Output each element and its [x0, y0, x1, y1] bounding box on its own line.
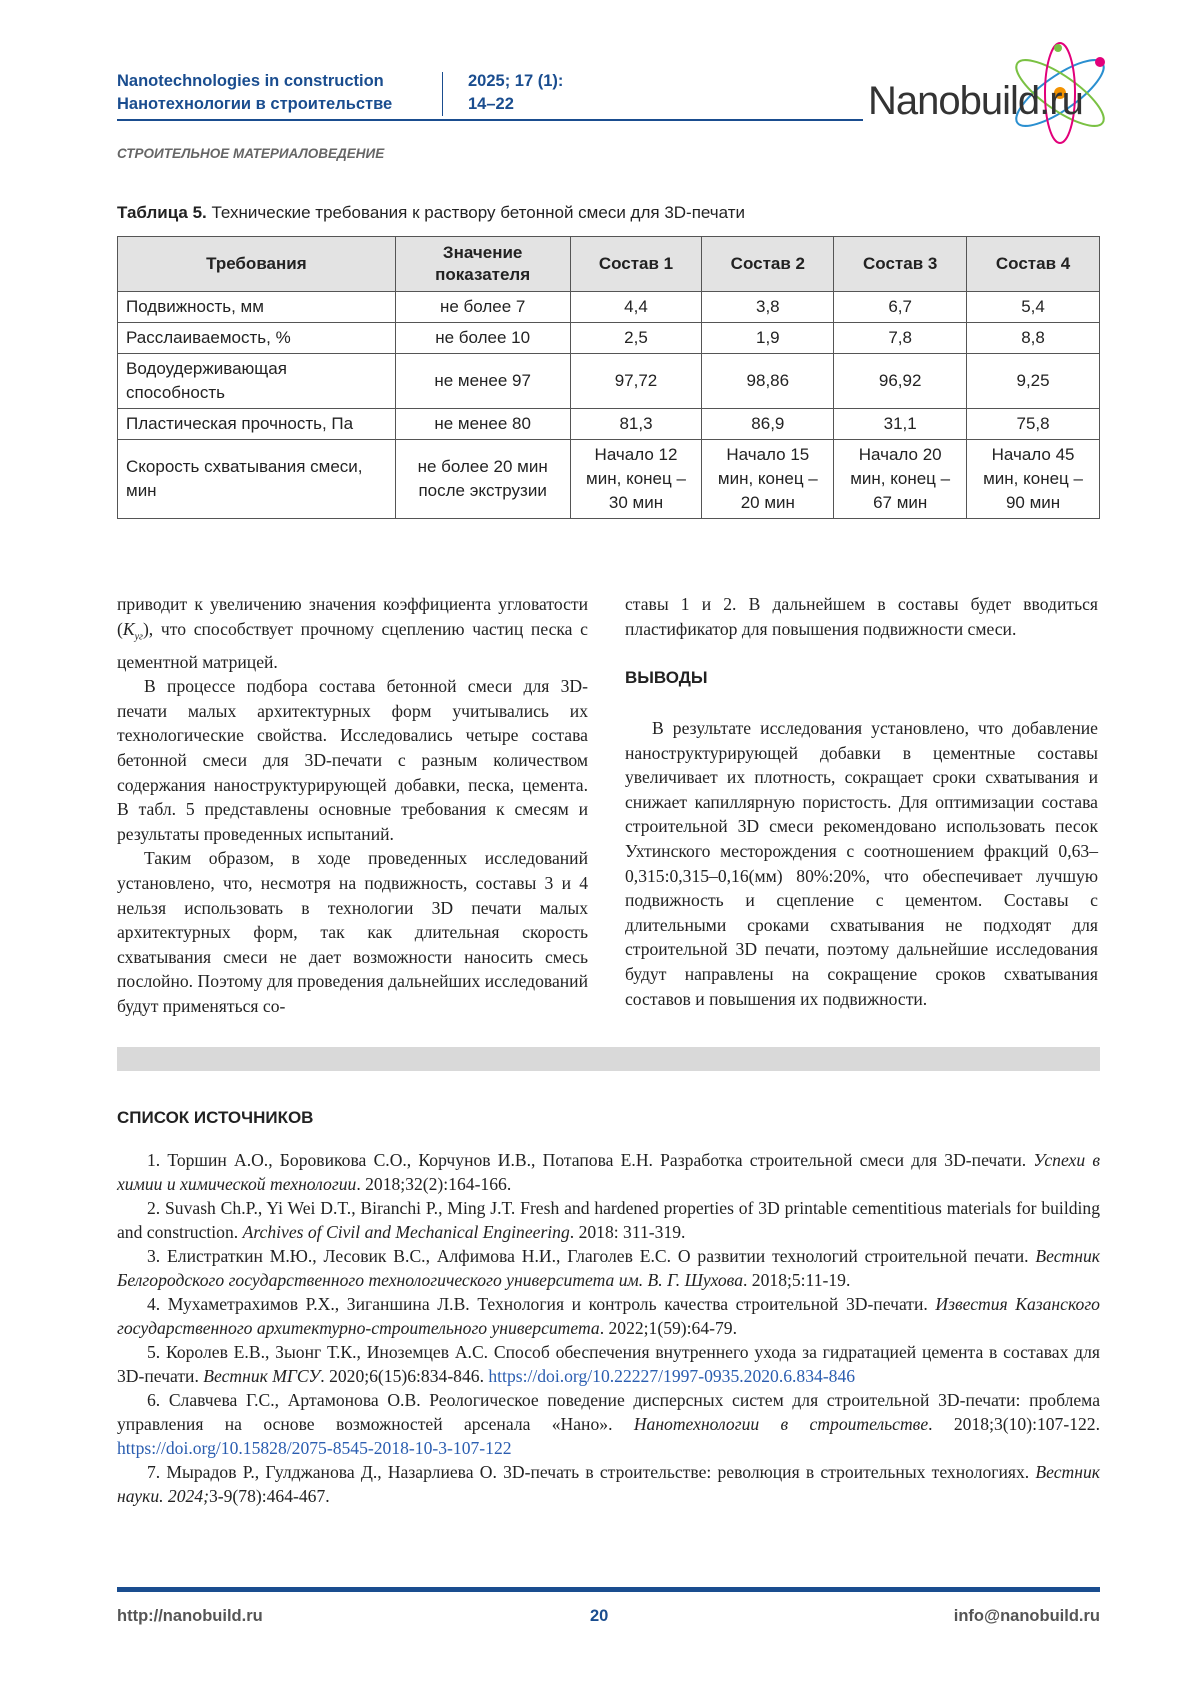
table-row	[118, 292, 1100, 323]
references-heading: СПИСОК ИСТОЧНИКОВ	[117, 1108, 314, 1127]
table-header-cell: Значение показателя	[395, 237, 570, 292]
issue-number: 2025; 17 (1):	[468, 72, 564, 90]
journal-title-ru: Нанотехнологии в строительстве	[117, 95, 393, 113]
doi-link[interactable]: https://doi.org/10.15828/2075-8545-2018-10-3-107-122	[117, 1438, 512, 1458]
table-cell: 5,4	[967, 292, 1100, 323]
table-cell: 81,3	[570, 409, 702, 440]
table-caption	[117, 203, 745, 223]
body-paragraph: Таким образом, в ходе проведенных исследований установлено, что, несмотря на подвижность, составы 3 и 4 нельзя использовать в технологии 3D печати малых архитектурных форм, так как длительная скорость схватывания смеси не дает возможности наносить смесь послойно. Поэтому для проведения дальнейших исследований будут применяться со-	[117, 848, 588, 1017]
table-cell: 1,9	[702, 323, 834, 354]
reference-item: 3. Елистраткин М.Ю., Лесовик В.С., Алфимова Н.И., Глаголев Е.С. О развитии технологий строительной печати. Вестник Белгородского государственного технологического университета им. В. Г. Шухова. 2018;5:11-19.	[117, 1246, 1100, 1290]
table-header-cell: Состав 3	[834, 237, 967, 292]
footer-url[interactable]: http://nanobuild.ru	[117, 1607, 263, 1625]
table-cell: не более 10	[395, 323, 570, 354]
table-cell: Пластическая прочность, Па	[118, 409, 396, 440]
table-header-cell: Состав 2	[702, 237, 834, 292]
table-cell: 6,7	[834, 292, 967, 323]
body-right-column	[625, 592, 1098, 641]
table-cell: не более 7	[395, 292, 570, 323]
table-cell: 8,8	[967, 323, 1100, 354]
table-cell: 96,92	[834, 354, 967, 409]
table-cell: 4,4	[570, 292, 702, 323]
table-cell: 9,25	[967, 354, 1100, 409]
doi-link[interactable]: https://doi.org/10.22227/1997-0935.2020.6.834-846	[488, 1366, 856, 1386]
table-cell: не более 20 мин после экструзии	[395, 440, 570, 519]
conclusions-heading: ВЫВОДЫ	[625, 668, 708, 687]
table-row	[118, 354, 1100, 409]
reference-item: 5. Королев Е.В., Зыонг Т.К., Иноземцев А.С. Способ обеспечения внутреннего ухода за гидратацией цемента в составах для 3D-печати. Вестник МГСУ. 2020;6(15)6:834-846. https://doi.org/10.22227/1997-0935.2020.6.834-846	[117, 1342, 1100, 1386]
table-cell: не менее 97	[395, 354, 570, 409]
journal-title-en: Nanotechnologies in construction	[117, 72, 384, 90]
header-separator	[442, 72, 443, 116]
table-cell: 7,8	[834, 323, 967, 354]
table-header-cell: Состав 4	[967, 237, 1100, 292]
table-header-cell: Требования	[118, 237, 396, 292]
table-cell: Начало 45 мин, конец – 90 мин	[967, 440, 1100, 519]
page-number: 20	[590, 1607, 609, 1625]
reference-item: 7. Мырадов Р., Гулджанова Д., Назарлиева О. 3D-печать в строительстве: революция в строительных технологиях. Вестник науки. 2024;3-9(78):464-467.	[117, 1462, 1100, 1506]
table-row	[118, 409, 1100, 440]
journal-title	[117, 70, 392, 116]
conclusions-paragraph: В результате исследования установлено, что добавление наноструктурирующей добавки в цементные составы увеличивает их плотность, сокращает сроки схватывания и снижает капиллярную пористость. Для оптимизации состава строительной 3D смеси рекомендовано использовать песок Ухтинского месторождения с соотношением фракций 0,63–0,315:0,315–0,16(мм) 80%:20%, что обеспечивает лучшую подвижность и сцепление с цементом. Составы с длительными сроками схватывания не подходят для строительной 3D печати, поэтому дальнейшие исследования будут направлены на сокращение сроков схватывания составов и повышения их подвижности.	[625, 718, 1098, 1009]
table-cell: 86,9	[702, 409, 834, 440]
logo-text: Nanobuild.ru	[868, 79, 1083, 123]
body-paragraph: приводит к увеличению значения коэффициента угловатости $(K_{уг})$, что способствует прочному сцеплению частиц песка с цементной матрицей.	[117, 594, 588, 672]
table-cell: Начало 12 мин, конец – 30 мин	[570, 440, 702, 519]
table-header-cell: Состав 1	[570, 237, 702, 292]
table-row	[118, 440, 1100, 519]
k-symbol: K	[122, 618, 135, 639]
section-title: СТРОИТЕЛЬНОЕ МАТЕРИАЛОВЕДЕНИЕ	[117, 146, 385, 161]
table-caption-text: Технические требования к раствору бетонной смеси для 3D-печати	[206, 203, 746, 222]
header-rule	[117, 119, 863, 121]
requirements-table	[117, 236, 1100, 519]
table-cell: Водоудерживающая способность	[118, 354, 396, 409]
section-divider	[117, 1047, 1100, 1071]
table-cell: 3,8	[702, 292, 834, 323]
table-cell: не менее 80	[395, 409, 570, 440]
table-caption-label: Таблица 5.	[117, 203, 207, 222]
k-subscript: уг	[134, 631, 143, 643]
table-cell: 75,8	[967, 409, 1100, 440]
footer-rule	[117, 1587, 1100, 1592]
table-cell: 31,1	[834, 409, 967, 440]
table-cell: 2,5	[570, 323, 702, 354]
body-paragraph: ставы 1 и 2. В дальнейшем в составы будет вводиться пластификатор для повышения подвижности смеси.	[625, 594, 1098, 639]
table-cell: Скорость схватывания смеси, мин	[118, 440, 396, 519]
table-cell: Начало 20 мин, конец – 67 мин	[834, 440, 967, 519]
body-left-column	[117, 592, 588, 1019]
table-cell: Начало 15 мин, конец – 20 мин	[702, 440, 834, 519]
reference-item: 1. Торшин А.О., Боровикова С.О., Корчунов И.В., Потапова Е.Н. Разработка строительной смеси для 3D-печати. Успехи в химии и химической технологии. 2018;32(2):164-166.	[117, 1150, 1101, 1194]
table-row	[118, 323, 1100, 354]
body-paragraph: В процессе подбора состава бетонной смеси для 3D-печати малых архитектурных форм учитывались их технологические свойства. Исследовались четыре состава бетонной смеси для 3D-печати с разным количеством содержания наноструктурирующей добавки, песка, цемента. В табл. 5 представлены основные требования к смесям и результаты проведенных испытаний.	[117, 676, 588, 844]
reference-item: 6. Славчева Г.С., Артамонова О.В. Реологическое поведение дисперсных систем для строительной 3D-печати: проблема управления на основе возможностей арсенала «Нано». Нанотехнологии в строительстве. 2018;3(10):107-122. https://doi.org/10.15828/2075-8545-2018-10-3-107-122	[117, 1390, 1100, 1458]
reference-item: 4. Мухаметрахимов Р.Х., Зиганшина Л.В. Технология и контроль качества строительной 3D-печати. Известия Казанского государственного архитектурно-строительного университета. 2022;1(59):64-79.	[117, 1294, 1100, 1338]
references-list	[117, 1148, 1100, 1508]
table-header-row	[118, 237, 1100, 292]
issue-pages: 14–22	[468, 95, 514, 113]
issue-info	[468, 70, 563, 116]
table-cell: Подвижность, мм	[118, 292, 396, 323]
reference-item: 2. Suvash Ch.P., Yi Wei D.T., Biranchi P., Ming J.T. Fresh and hardened properties of 3D printable cementitious materials for building and construction. Archives of Civil and Mechanical Engineering. 2018: 311-319.	[117, 1198, 1100, 1242]
table-cell: 97,72	[570, 354, 702, 409]
table-cell: 98,86	[702, 354, 834, 409]
table-cell: Расслаиваемость, %	[118, 323, 396, 354]
conclusions-column	[625, 716, 1098, 1011]
footer-email[interactable]: info@nanobuild.ru	[953, 1607, 1100, 1625]
